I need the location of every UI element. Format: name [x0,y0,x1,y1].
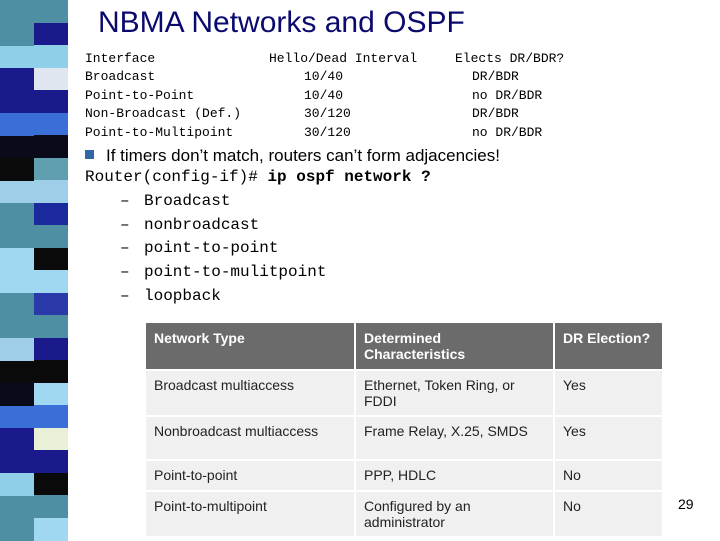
stripe-block [0,0,68,23]
col-elects-dr: Elects DR/BDR? [455,51,565,66]
network-type-cell: Nonbroadcast multiaccess [146,416,355,460]
command-option: – loopback [120,287,221,305]
stripe-block [0,135,68,158]
stripe-block [0,158,34,181]
stripe-block [34,338,68,361]
interval-cell: 10/40 [304,88,344,103]
stripe-block [0,203,34,226]
characteristics-cell: PPP, HDLC [355,460,554,491]
stripe-block [34,293,68,316]
stripe-block [0,495,68,518]
dr-cell: no DR/BDR [472,125,543,140]
stripe-block [0,293,34,316]
stripe-block [34,23,68,46]
stripe-block [0,473,34,496]
header-dr-election: DR Election? [554,323,662,370]
network-type-table [146,323,662,536]
interval-cell: 30/120 [304,125,351,140]
header-characteristics: Determined Characteristics [355,323,554,370]
stripe-block [0,383,34,406]
bullet-square-icon [85,150,94,159]
stripe-block [0,428,34,451]
stripe-block [0,248,34,271]
command-option: – point-to-point [120,239,279,257]
decorative-stripe [0,0,68,540]
interface-cell: Point-to-Multipoint [85,125,234,140]
characteristics-cell: Frame Relay, X.25, SMDS [355,416,554,460]
network-type-cell: Broadcast multiaccess [146,370,355,416]
dr-election-cell: Yes [554,416,662,460]
table-row [146,460,662,491]
stripe-block [0,518,34,541]
dr-election-cell: No [554,491,662,536]
stripe-block [34,473,68,496]
stripe-block [34,383,68,406]
dr-election-cell: Yes [554,370,662,416]
dr-cell: DR/BDR [472,106,519,121]
dr-cell: DR/BDR [472,69,519,84]
network-type-cell: Point-to-point [146,460,355,491]
network-table-header [146,323,662,370]
stripe-block [0,23,34,46]
stripe-block [34,158,68,181]
dr-cell: no DR/BDR [472,88,543,103]
stripe-block [0,315,68,338]
option-label: Broadcast [144,192,231,210]
stripe-block [0,180,68,203]
dr-election-cell: No [554,460,662,491]
interval-cell: 30/120 [304,106,351,121]
interface-cell: Broadcast [85,69,156,84]
stripe-block [34,248,68,271]
stripe-block [0,45,68,68]
col-interface: Interface [85,51,156,66]
header-network-type: Network Type [146,323,355,370]
interface-cell: Non-Broadcast (Def.) [85,106,242,121]
bullet-text: If timers don’t match, routers can’t form adjacencies! [106,146,500,165]
stripe-block [34,428,68,451]
page-number: 29 [678,496,694,512]
stripe-block [34,203,68,226]
option-label: nonbroadcast [144,216,260,234]
characteristics-cell: Configured by an administrator [355,491,554,536]
stripe-block [0,338,34,361]
option-label: loopback [144,287,221,305]
table-row [146,491,662,536]
stripe-block [34,518,68,541]
interval-cell: 10/40 [304,69,344,84]
command-option: – nonbroadcast [120,216,260,234]
stripe-block [34,113,68,136]
stripe-block [0,405,68,428]
stripe-block [0,270,68,293]
table-row [146,416,662,460]
option-label: point-to-mulitpoint [144,263,327,281]
stripe-block [0,113,34,136]
command-prompt: Router(config-if)# [85,168,258,186]
stripe-block [34,68,68,91]
characteristics-cell: Ethernet, Token Ring, or FDDI [355,370,554,416]
stripe-block [0,90,68,113]
interface-cell: Point-to-Point [85,88,195,103]
network-type-cell: Point-to-multipoint [146,491,355,536]
stripe-block [0,225,68,248]
bullet-point [85,146,500,166]
command-option: – point-to-mulitpoint [120,263,327,281]
stripe-block [0,68,34,91]
col-hello-dead: Hello/Dead Interval [269,51,418,66]
command-line [85,168,431,186]
command-text: ip ospf network ? [267,168,431,186]
table-row [146,370,662,416]
stripe-block [0,360,68,383]
option-label: point-to-point [144,239,279,257]
slide-title: NBMA Networks and OSPF [98,6,465,39]
stripe-block [0,450,68,473]
command-option: – Broadcast [120,192,231,210]
